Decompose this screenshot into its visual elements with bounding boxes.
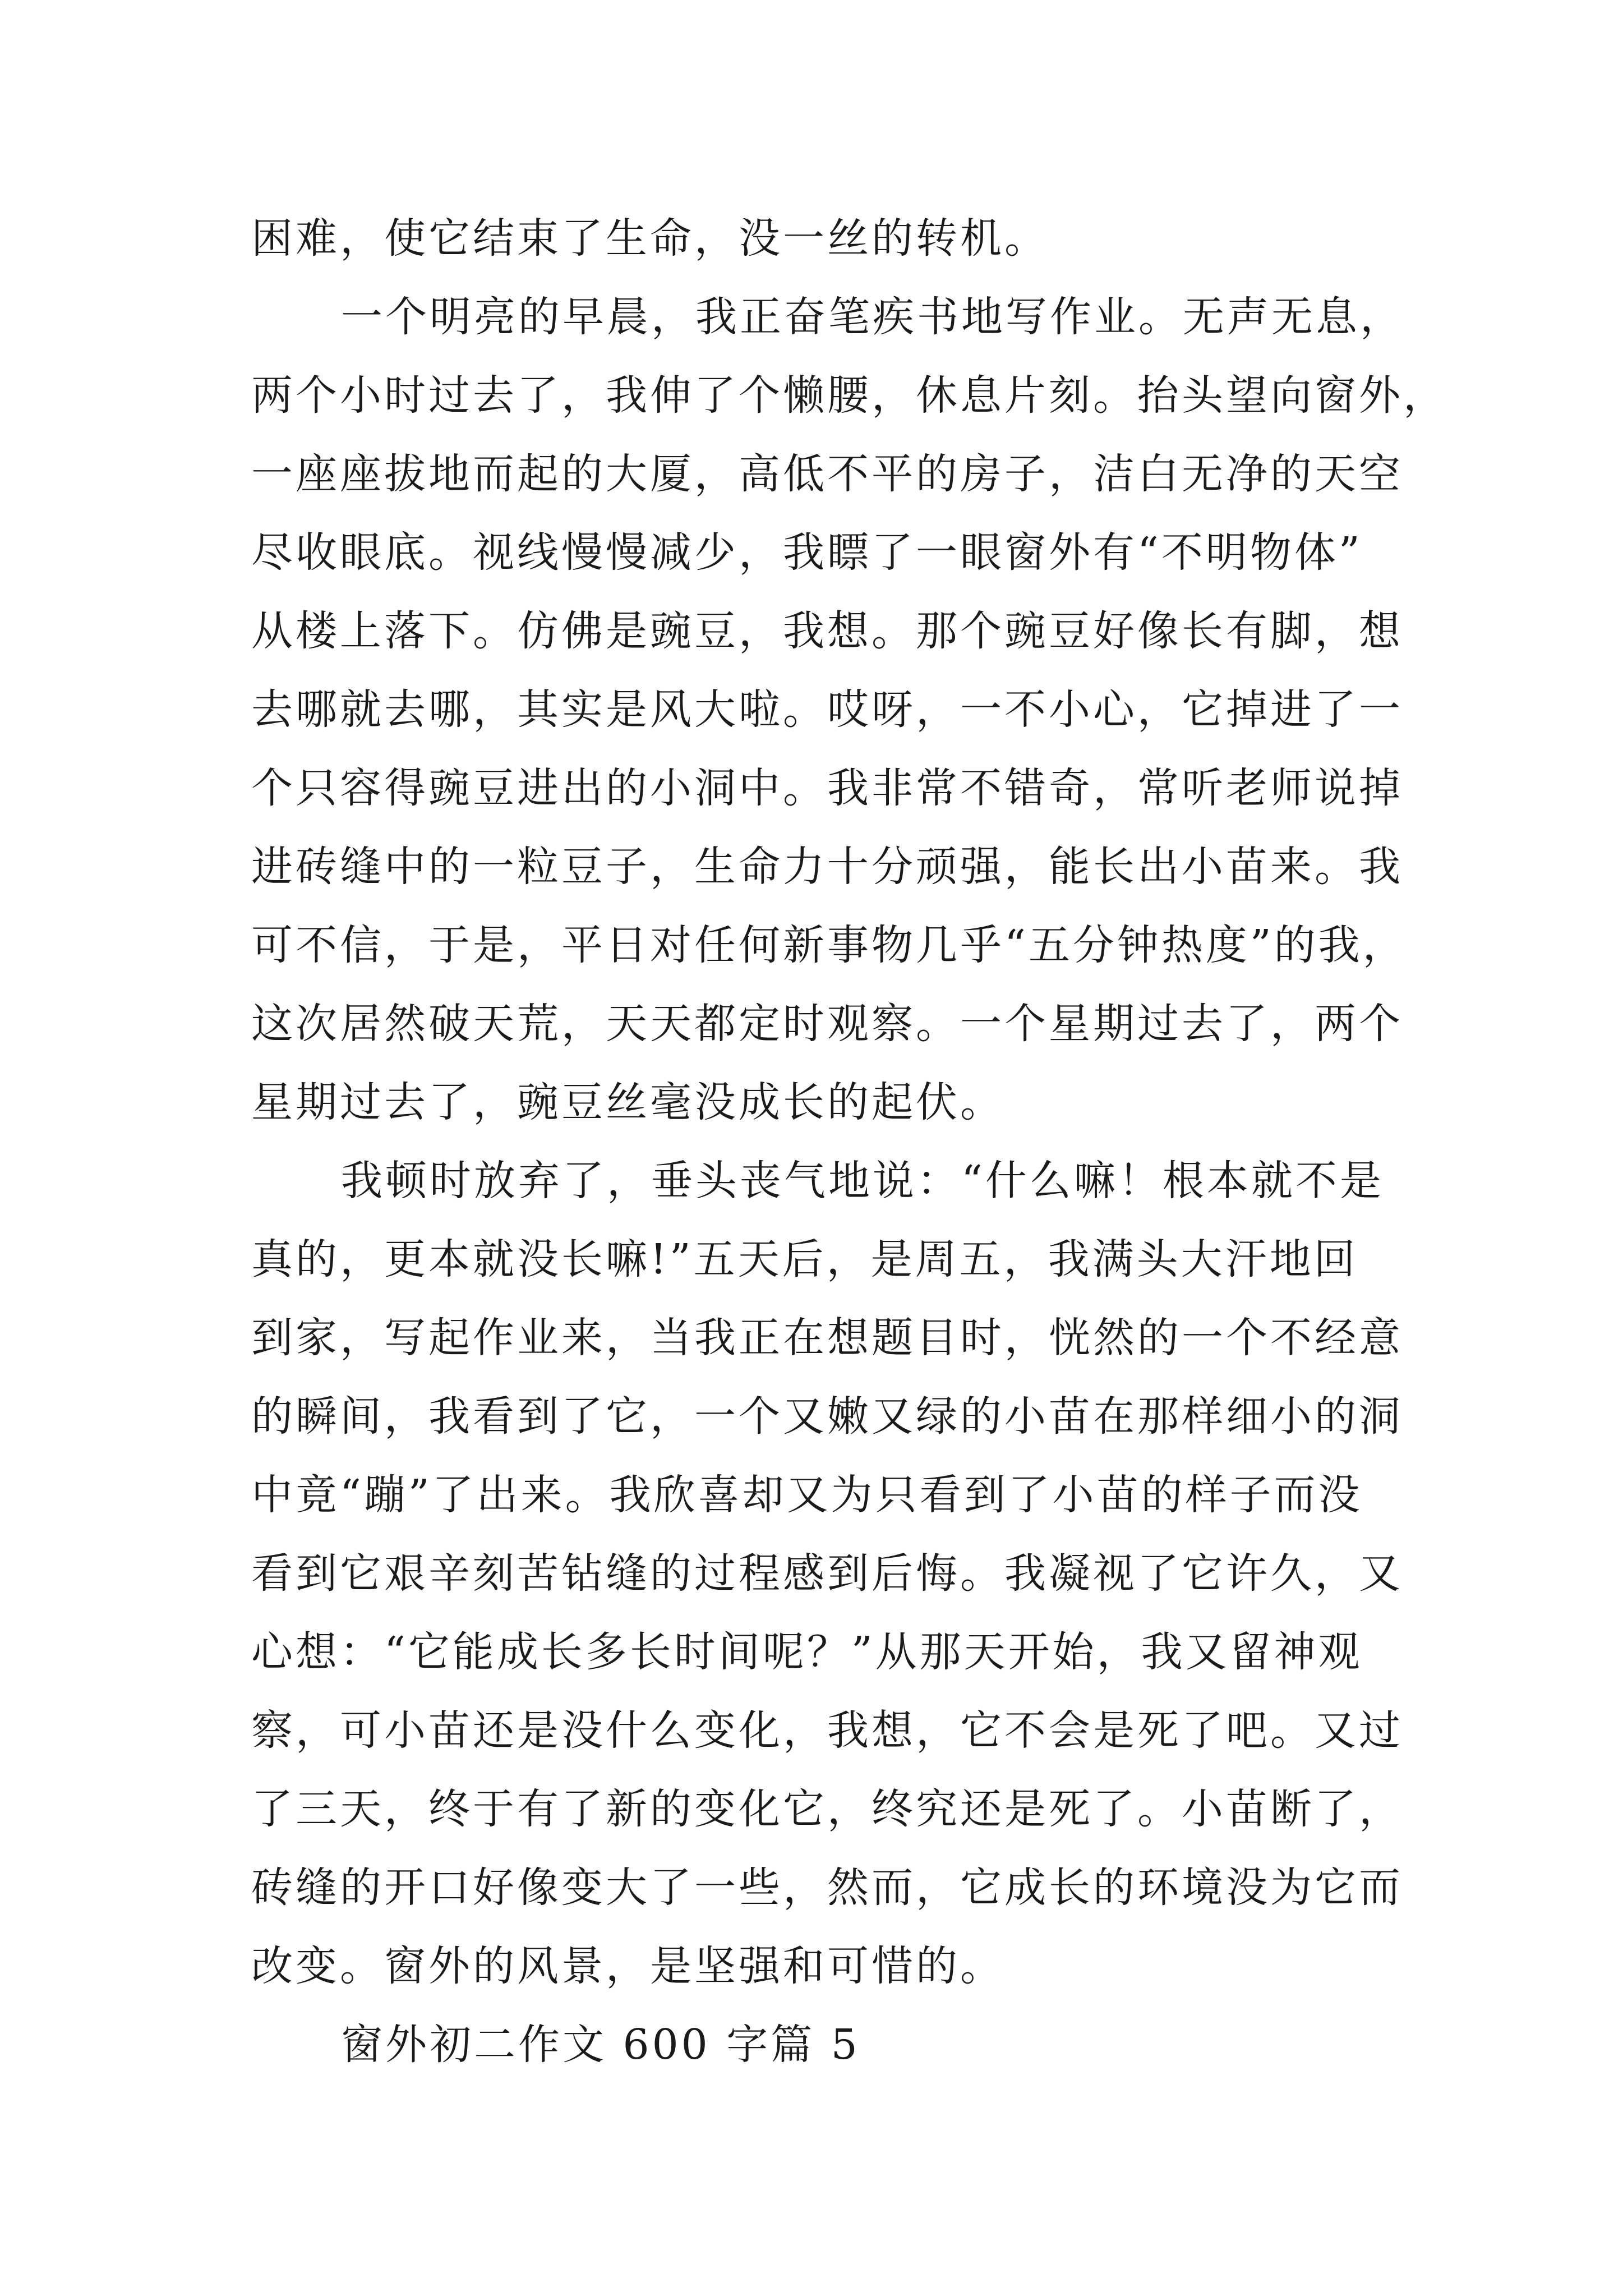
text-line: 看到它艰辛刻苦钻缝的过程感到后悔。我凝视了它许久，又 [251,1549,1403,1598]
paragraph-start-line: 我顿时放弃了，垂头丧气地说：“什么嘛！根本就不是 [341,1157,1384,1205]
text-line: 从楼上落下。仿佛是豌豆，我想。那个豌豆好像长有脚，想 [251,607,1403,655]
text-line: 到家，写起作业来，当我正在想题目时，恍然的一个不经意 [251,1314,1403,1362]
text-line: 困难，使它结束了生命，没一丝的转机。 [251,214,1049,263]
text-line: 砖缝的开口好像变大了一些，然而，它成长的环境没为它而 [251,1864,1403,1912]
text-line: 改变。窗外的风景，是坚强和可惜的。 [251,1942,1004,1990]
text-line: 去哪就去哪，其实是风大啦。哎呀，一不小心，它掉进了一 [251,685,1403,734]
paragraph-start-line: 一个明亮的早晨，我正奋笔疾书地写作业。无声无息， [341,293,1404,341]
text-line: 两个小时过去了，我伸了个懒腰，休息片刻。抬头望向窗外， [251,371,1447,420]
text-line: 真的，更本就没长嘛!”五天后，是周五，我满头大汗地回 [251,1235,1358,1283]
text-line: 心想：“它能成长多长时间呢？”从那天开始，我又留神观 [251,1628,1363,1676]
text-line: 一座座拔地而起的大厦，高低不平的房子，洁白无净的天空 [251,450,1403,498]
text-line: 察，可小苗还是没什么变化，我想，它不会是死了吧。又过 [251,1706,1403,1755]
text-line: 进砖缝中的一粒豆子，生命力十分顽强，能长出小苗来。我 [251,843,1403,891]
text-line: 了三天，终于有了新的变化它，终究还是死了。小苗断了， [251,1785,1403,1833]
text-line: 这次居然破天荒，天天都定时观察。一个星期过去了，两个 [251,1000,1403,1048]
text-line: 中竟“蹦”了出来。我欣喜却又为只看到了小苗的样子而没 [251,1471,1363,1519]
text-line: 个只容得豌豆进出的小洞中。我非常不错奇，常听老师说掉 [251,764,1403,812]
text-line: 的瞬间，我看到了它，一个又嫩又绿的小苗在那样细小的洞 [251,1392,1403,1441]
section-heading: 窗外初二作文 600 字篇 5 [341,2021,860,2069]
text-line: 星期过去了，豌豆丝毫没成长的起伏。 [251,1078,1004,1126]
text-line: 可不信，于是，平日对任何新事物几乎“五分钟热度”的我， [251,921,1407,969]
text-line: 尽收眼底。视线慢慢减少，我瞟了一眼窗外有“不明物体” [251,528,1363,577]
